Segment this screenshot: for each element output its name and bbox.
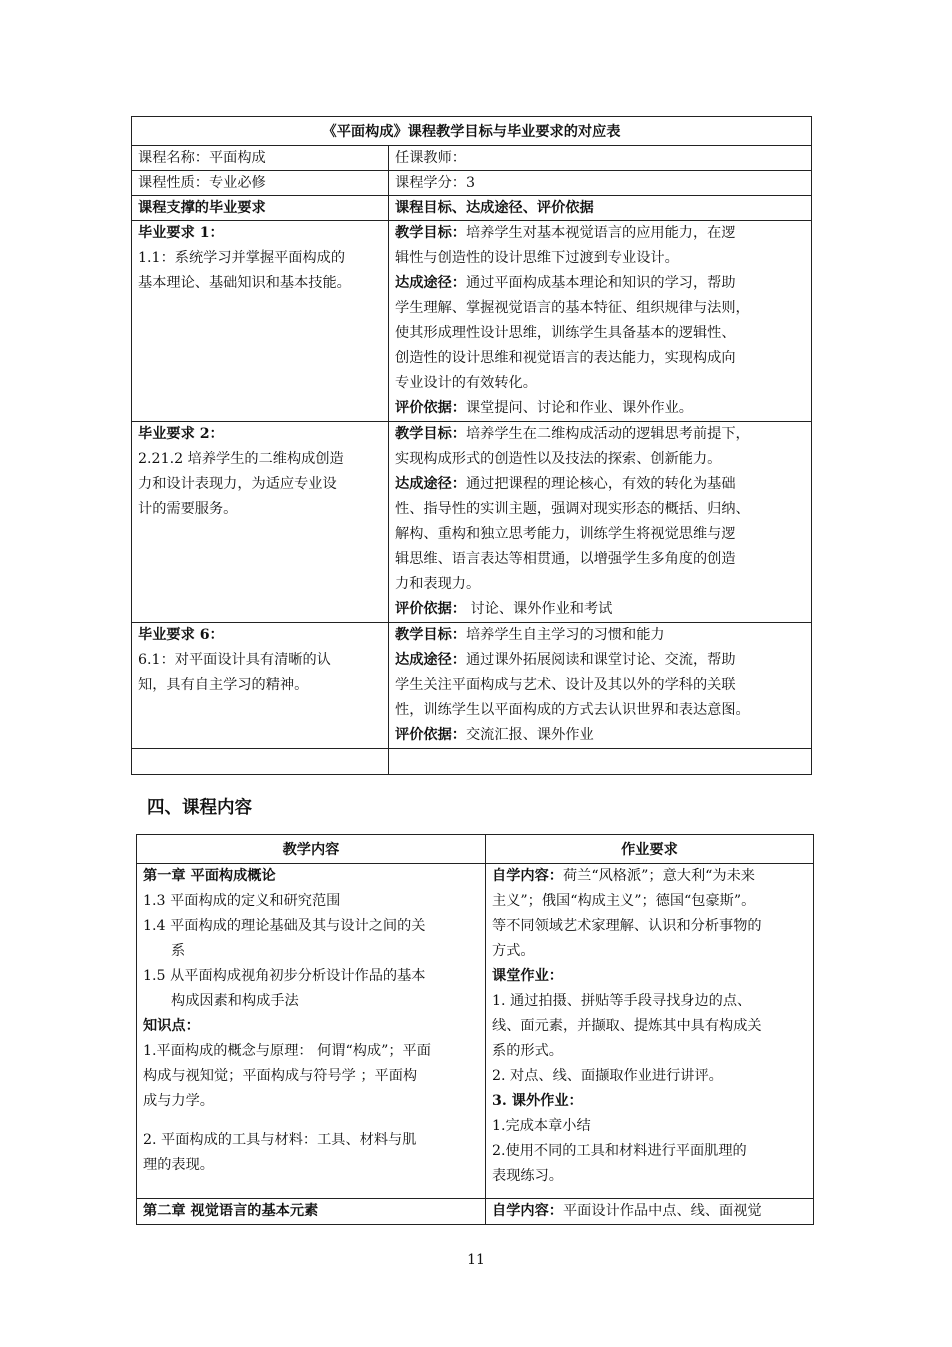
requirement-cell [132,221,389,422]
path-text: 性，训练学生以平面构成的方式去认识世界和表达意图。 [395,702,750,718]
column-header-objectives: 课程目标、达成途径、评价依据 [389,196,812,221]
eval-label: 评价依据： [395,400,466,416]
course-content-table [136,834,814,1225]
section-title: 四、课程内容 [147,798,252,818]
goal-text: 实现构成形式的创造性以及技法的探索、创新能力。 [395,451,722,467]
eval-label: 评价依据： [395,727,466,743]
homework-cell [486,864,814,1199]
path-text: 通过课外拓展阅读和课堂讨论、交流，帮助 [465,652,736,668]
path-text: 通过平面构成基本理论和知识的学习，帮助 [465,275,736,291]
course-teacher: 任课教师： [389,146,812,171]
path-text: 解构、重构和独立思考能力，训练学生将视觉思维与逻 [395,526,736,542]
goal-text: 辑性与创造性的设计思维下过渡到专业设计。 [395,250,679,266]
spacer [143,1114,479,1128]
chapter-title: 第二章 视觉语言的基本元素 [143,1203,319,1219]
self-study-label: 自学内容： [492,868,563,884]
path-text: 学生理解、掌握视觉语言的基本特征、组织规律与法则， [395,300,750,316]
content-item: 1.3 平面构成的定义和研究范围 [143,893,341,909]
content-item: 1.4 平面构成的理论基础及其与设计之间的关 [143,918,426,934]
path-text: 力和表现力。 [395,576,481,592]
course-name: 课程名称：平面构成 [132,146,389,171]
classwork-text: 线、面元素，并撷取、提炼其中具有构成关 [492,1018,762,1034]
objective-cell [389,422,812,623]
knowledge-point-line: 1.平面构成的概念与原理： 何谓“构成”；平面 [143,1043,431,1059]
objective-cell [389,221,812,422]
extra-work-label: 3. 课外作业： [492,1093,583,1109]
requirement-cell [132,623,389,749]
path-label: 达成途径： [395,476,466,492]
path-label: 达成途径： [395,275,466,291]
extra-work-text: 1.完成本章小结 [492,1118,591,1134]
eval-label: 评价依据： [395,601,466,617]
course-credits: 课程学分：3 [389,171,812,196]
knowledge-point-line: 理的表现。 [143,1157,214,1173]
chapter-title: 第一章 平面构成概论 [143,868,276,884]
table-row [132,422,812,623]
goal-text: 培养学生自主学习的习惯和能力 [465,627,665,643]
empty-cell [132,749,389,775]
homework-cell [486,1199,814,1225]
course-nature: 课程性质：专业必修 [132,171,389,196]
requirement-title: 毕业要求 2： [138,426,224,442]
column-header-requirements: 课程支撑的毕业要求 [132,196,389,221]
requirement-line: 计的需要服务。 [138,501,238,517]
content-item: 1.5 从平面构成视角初步分析设计作品的基本 [143,968,426,984]
eval-text: 讨论、课外作业和考试 [465,601,613,617]
course-objective-table [131,116,812,775]
requirement-cell [132,422,389,623]
self-study-text: 等不同领域艺术家理解、认识和分析事物的 [492,918,762,934]
path-text: 创造性的设计思维和视觉语言的表达能力，实现构成向 [395,350,736,366]
path-text: 通过把课程的理论核心，有效的转化为基础 [465,476,736,492]
extra-work-text: 表现练习。 [492,1168,563,1184]
requirement-line: 6.1：对平面设计具有清晰的认 [138,652,331,668]
requirement-line: 2.21.2 培养学生的二维构成创造 [138,451,344,467]
requirement-line: 基本理论、基础知识和基本技能。 [138,275,351,291]
path-text: 专业设计的有效转化。 [395,375,537,391]
column-header-content: 教学内容 [137,835,486,864]
path-text: 辑思维、语言表达等相贯通，以增强学生多角度的创造 [395,551,736,567]
eval-text: 交流汇报、课外作业 [465,727,594,743]
table-title: 《平面构成》课程教学目标与毕业要求的对应表 [132,117,812,146]
self-study-text: 方式。 [492,943,535,959]
page-number: 11 [467,1252,485,1268]
table-row [137,1199,814,1225]
self-study-text: 荷兰“风格派”；意大利“为未来 [562,868,755,884]
classwork-text: 系的形式。 [492,1043,563,1059]
path-text: 性、指导性的实训主题，强调对现实形态的概括、归纳、 [395,501,750,517]
path-text: 学生关注平面构成与艺术、设计及其以外的学科的关联 [395,677,736,693]
path-text: 使其形成理性设计思维，训练学生具备基本的逻辑性、 [395,325,736,341]
content-item-cont: 系 [171,943,186,959]
path-label: 达成途径： [395,652,466,668]
eval-text: 课堂提问、讨论和作业、课外作业。 [465,400,693,416]
requirement-title: 毕业要求 6： [138,627,224,643]
self-study-text: 主义”；俄国“构成主义”；德国“包豪斯”。 [492,893,756,909]
requirement-line: 知，具有自主学习的精神。 [138,677,309,693]
self-study-text: 平面设计作品中点、线、面视觉 [562,1203,762,1219]
requirement-line: 力和设计表现力，为适应专业设 [138,476,337,492]
classwork-text: 2. 对点、线、面撷取作业进行讲评。 [492,1068,723,1084]
knowledge-point-line: 2. 平面构成的工具与材料：工具、材料与肌 [143,1132,417,1148]
goal-label: 教学目标： [395,426,466,442]
empty-cell [389,749,812,775]
goal-text: 培养学生对基本视觉语言的应用能力，在逻 [465,225,736,241]
objective-cell [389,623,812,749]
goal-text: 培养学生在二维构成活动的逻辑思考前提下， [465,426,750,442]
self-study-label: 自学内容： [492,1203,563,1219]
table-row [137,864,814,1199]
requirement-title: 毕业要求 1： [138,225,224,241]
column-header-homework: 作业要求 [486,835,814,864]
table-row [132,221,812,422]
extra-work-text: 2.使用不同的工具和材料进行平面肌理的 [492,1143,747,1159]
goal-label: 教学目标： [395,225,466,241]
spacer [492,1189,807,1198]
goal-label: 教学目标： [395,627,466,643]
content-item-cont: 构成因素和构成手法 [171,993,299,1009]
content-cell [137,1199,486,1225]
classwork-text: 1. 通过拍摄、拼贴等手段寻找身边的点、 [492,993,752,1009]
empty-row [132,749,812,775]
table-row [132,623,812,749]
knowledge-point-line: 成与力学。 [143,1093,214,1109]
requirement-line: 1.1：系统学习并掌握平面构成的 [138,250,346,266]
content-cell [137,864,486,1199]
classwork-label: 课堂作业： [492,968,563,984]
knowledge-points-label: 知识点： [143,1018,200,1034]
knowledge-point-line: 构成与视知觉；平面构成与符号学 ；平面构 [143,1068,418,1084]
